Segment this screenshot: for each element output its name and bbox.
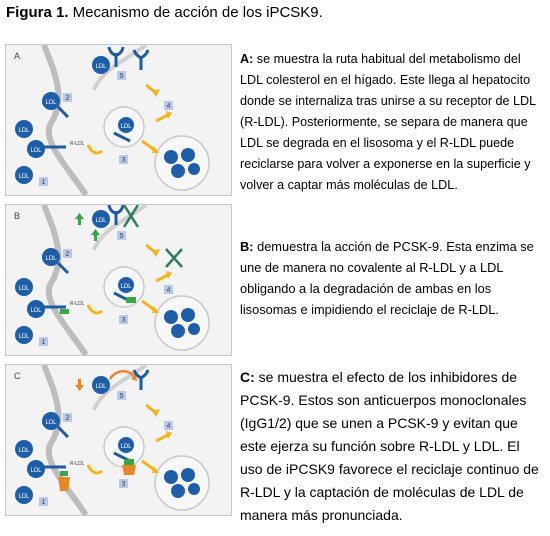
ldl-particle [118,437,134,453]
panel-c [5,364,232,516]
flow-arrow [88,305,102,313]
svg-text:LDL: LDL [30,308,42,314]
ldl-particle [15,440,33,458]
svg-text:5: 5 [119,233,124,240]
step-number [39,497,48,506]
svg-text:LDL: LDL [95,384,107,390]
step-number [117,391,126,400]
description-b-text: demuestra la acción de PCSK-9. Esta enzima se une de manera no covalente al R-LDL y a LDL obligando a la degradación de ambas en los lisosomas e impidiendo el reciclaje de R-LDL. [240,239,534,317]
pcsk9 [124,459,134,465]
description-a-prefix: A: [240,52,254,66]
ldl-particle [42,92,60,110]
ldl-receptor [58,427,68,437]
description-a [240,49,540,196]
lysosome [155,296,209,350]
flow-arrow [156,115,168,121]
figure-title [6,4,323,21]
lysosome [155,456,209,510]
ldl-particle [118,117,134,133]
step-number [39,337,48,346]
svg-text:LDL: LDL [95,218,107,224]
pcsk9 [60,309,69,314]
ldl-particle [15,326,33,344]
step-number [119,479,128,488]
flow-arrow [156,275,168,281]
svg-text:LDL: LDL [45,256,57,262]
ldl-particle [118,277,134,293]
panel-a-diagram [6,45,231,195]
svg-text:5: 5 [119,393,124,400]
ipcsk9-antibody [58,477,70,491]
description-c-prefix: C: [240,369,255,385]
svg-text:2: 2 [65,95,70,102]
ldl-particle [42,412,60,430]
description-c [240,366,540,527]
ldl-particle [92,210,110,228]
panel-letter: C [14,371,21,381]
flow-arrow [88,145,102,153]
ipcsk9-antibody [122,465,136,475]
svg-text:LDL: LDL [18,494,30,500]
pcsk9 [60,471,68,476]
figure-label: Figura 1. [6,4,69,21]
step-number [39,177,48,186]
svg-text:3: 3 [121,317,126,324]
svg-text:1: 1 [41,179,46,186]
step-number [63,413,72,422]
step-number [119,155,128,164]
svg-text:LDL: LDL [18,128,30,134]
ldl-particle [15,278,33,296]
svg-text:LDL: LDL [120,444,132,450]
ldl-particle [42,248,60,266]
panel-b-diagram [6,205,231,355]
svg-text:LDL: LDL [30,148,42,154]
panel-letter: B [14,211,21,221]
description-b-prefix: B: [240,239,254,254]
svg-text:1: 1 [41,339,46,346]
ldl-particle [27,300,45,318]
ldl-particle [92,56,110,74]
svg-text:3: 3 [121,157,126,164]
panel-a [5,44,232,196]
svg-text:LDL: LDL [95,64,107,70]
svg-text:LDL: LDL [30,468,42,474]
step-number [119,315,128,324]
description-b [240,236,540,320]
rldl-label: R-LDL [70,301,85,307]
ldl-receptor [134,50,148,70]
ldl-particle [15,120,33,138]
description-a-text: se muestra la ruta habitual del metabolismo del LDL colesterol en el hígado. Este llega al hepatocito donde se internaliza tras unirse a su receptor de LDL (R-LDL). Posteriormente, se separa de manera que LDL se degrada en el lisosoma y el R-LDL puede reciclarse para volver a exponerse en la superficie y volver a captar más moléculas de LDL. [240,52,536,192]
rldl-label: R-LDL [70,461,85,467]
ldl-particle [27,140,45,158]
svg-text:LDL: LDL [45,420,57,426]
step-number [63,93,72,102]
step-number [117,231,126,240]
lysosome [155,136,209,190]
svg-text:4: 4 [166,287,171,294]
ldl-particle [27,460,45,478]
svg-text:LDL: LDL [120,284,132,290]
ldl-particle [15,166,33,184]
svg-text:4: 4 [166,103,171,110]
ldl-particle [15,486,33,504]
svg-text:LDL: LDL [120,124,132,130]
svg-text:LDL: LDL [18,334,30,340]
svg-text:LDL: LDL [18,174,30,180]
cell-membrane [41,205,86,355]
panel-letter: A [14,51,21,61]
step-number [164,285,173,294]
svg-text:LDL: LDL [45,100,57,106]
increase-arrow [75,213,84,225]
svg-text:3: 3 [121,481,126,488]
svg-text:2: 2 [65,251,70,258]
panel-c-diagram [6,365,231,515]
flow-arrow [88,465,102,473]
svg-text:LDL: LDL [18,448,30,454]
svg-text:1: 1 [41,499,46,506]
svg-text:LDL: LDL [18,286,30,292]
pcsk9-complex [166,249,182,267]
description-c-text: se muestra el efecto de los inhibidores de PCSK-9. Estos son anticuerpos monoclonales (IgG1/2) que se unen a PCSK-9 y evitan que este ejerza su función sobre R-LDL y LDL. El uso de iPCSK9 favorece el reciclaje continuo de R-LDL y la captación de moléculas de LDL de manera más pronunciada. [240,369,539,523]
panel-b [5,204,232,356]
step-number [164,421,173,430]
step-number [63,249,72,258]
pcsk9 [126,297,136,303]
ldl-particle [92,376,110,394]
step-number [164,101,173,110]
svg-text:5: 5 [119,73,124,80]
decrease-arrow [75,379,84,391]
svg-text:2: 2 [65,415,70,422]
step-number [117,71,126,80]
cell-membrane [41,45,86,195]
ldl-receptor [58,107,68,117]
rldl-label: R-LDL [70,141,85,147]
figure-title-text: Mecanismo de acción de los iPCSK9. [68,4,323,21]
flow-arrow [156,435,168,441]
svg-text:4: 4 [166,423,171,430]
